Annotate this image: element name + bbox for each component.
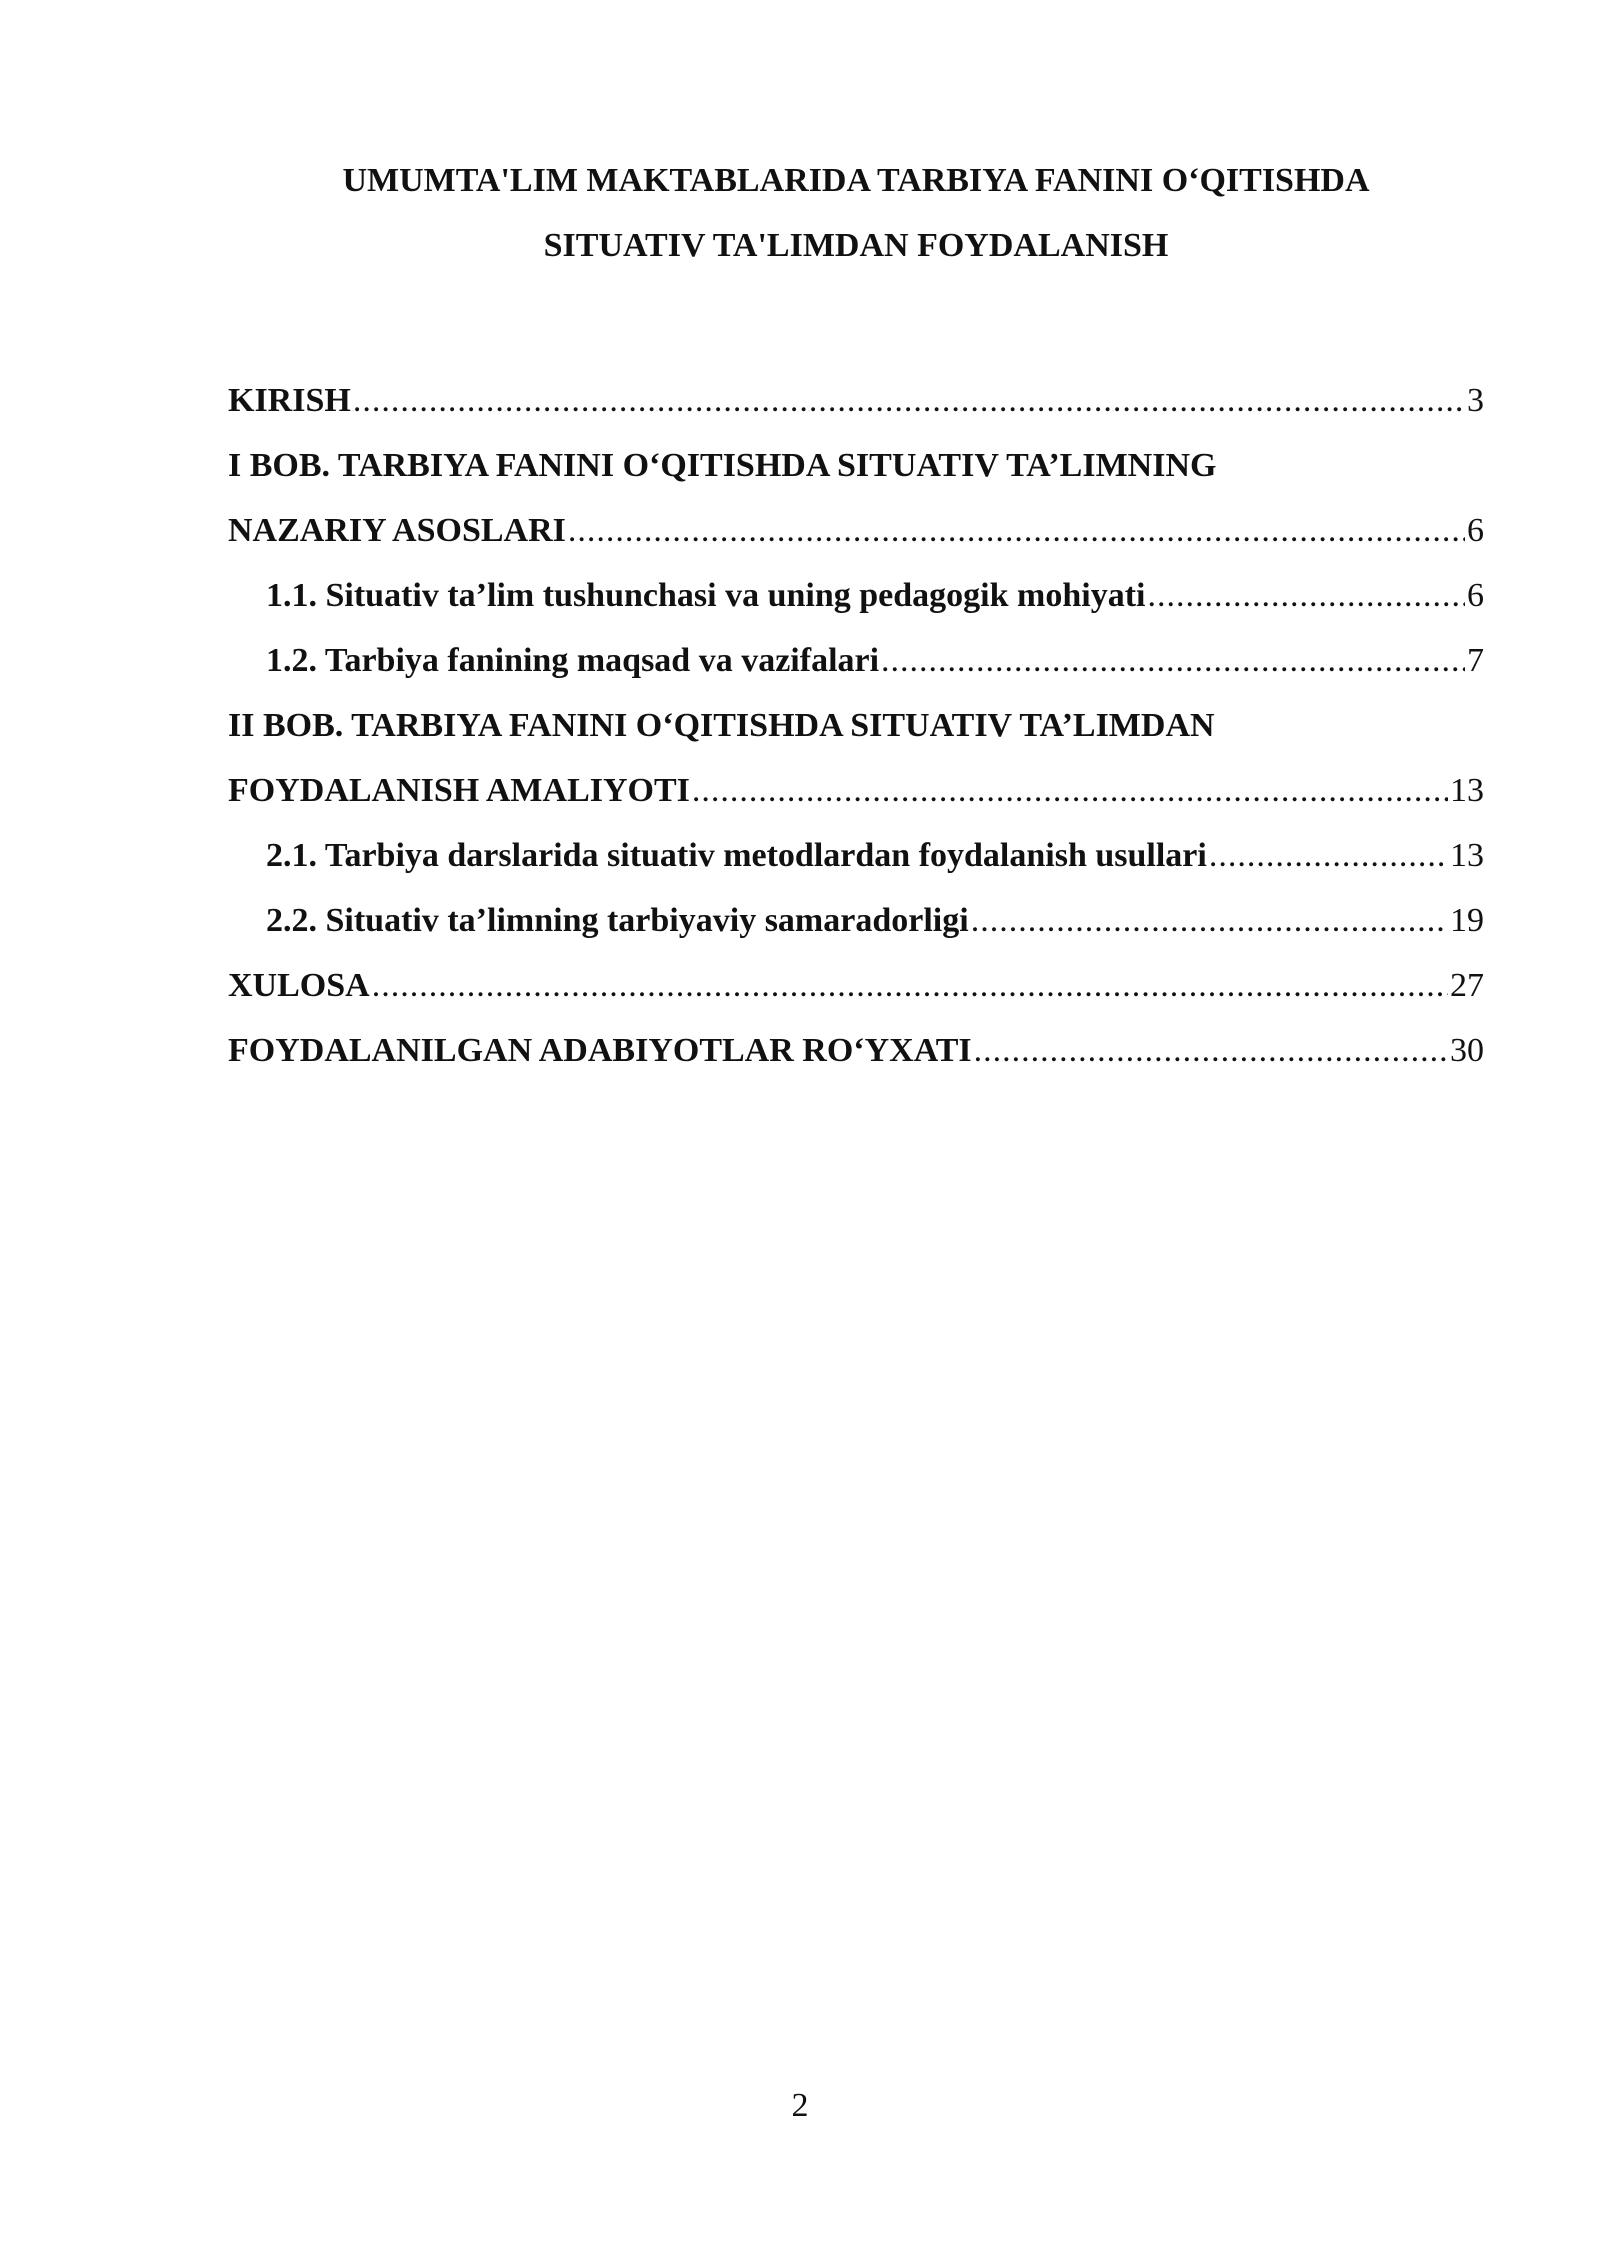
toc-label: NAZARIY ASOSLARI xyxy=(228,512,566,549)
toc-leader-dots xyxy=(568,498,1465,563)
toc-label: XULOSA xyxy=(228,967,370,1004)
toc-entry-section-2-2 xyxy=(228,888,1484,953)
toc-chapter-2-heading: II BOB. TARBIYA FANINI O‘QITISHDA SITUATIV TA’LIMDAN xyxy=(228,707,1215,744)
toc-leader-dots xyxy=(881,628,1465,693)
toc-label: FOYDALANILGAN ADABIYOTLAR RO‘YXATI xyxy=(228,1032,972,1069)
toc-page-number: 27 xyxy=(1450,967,1484,1004)
toc-page-number: 6 xyxy=(1467,512,1484,549)
toc-leader-dots xyxy=(974,1018,1448,1083)
toc-label: 1.2. Tarbiya fanining maqsad va vazifalari xyxy=(266,642,880,679)
toc-label: KIRISH xyxy=(228,382,351,419)
toc-label: 2.1. Tarbiya darslarida situativ metodlardan foydalanish usullari xyxy=(266,837,1207,874)
toc-page-number: 3 xyxy=(1467,382,1484,419)
toc-leader-dots xyxy=(692,758,1448,823)
toc-entry-chapter-2 xyxy=(228,758,1484,823)
toc-page-number: 13 xyxy=(1450,772,1484,809)
toc-entry-xulosa xyxy=(228,953,1484,1018)
toc-label: FOYDALANISH AMALIYOTI xyxy=(228,772,690,809)
toc-entry-chapter-1 xyxy=(228,498,1484,563)
toc-chapter-1-heading: I BOB. TARBIYA FANINI O‘QITISHDA SITUATIV TA’LIMNING xyxy=(228,447,1217,484)
page-number: 2 xyxy=(791,2087,809,2124)
table-of-contents xyxy=(228,368,1484,1083)
toc-page-number: 6 xyxy=(1467,577,1484,614)
toc-leader-dots xyxy=(353,368,1465,433)
toc-leader-dots xyxy=(1209,823,1448,888)
toc-entry-references xyxy=(228,1018,1484,1083)
title-line-1: UMUMTA'LIM MAKTABLARIDA TARBIYA FANINI O‘QITISHDA xyxy=(342,162,1370,199)
toc-leader-dots xyxy=(1147,563,1465,628)
toc-page-number: 13 xyxy=(1450,837,1484,874)
toc-label: 1.1. Situativ ta’lim tushunchasi va uning pedagogik mohiyati xyxy=(266,577,1146,614)
title-line-2: SITUATIV TA'LIMDAN FOYDALANISH xyxy=(543,227,1169,264)
toc-entry-section-2-1 xyxy=(228,823,1484,888)
toc-page-number: 19 xyxy=(1450,902,1484,939)
toc-entry-section-1-2 xyxy=(228,628,1484,693)
toc-leader-dots xyxy=(372,953,1448,1018)
toc-entry-section-1-1 xyxy=(228,563,1484,628)
toc-page-number: 7 xyxy=(1467,642,1484,679)
toc-entry-kirish xyxy=(228,368,1484,433)
toc-label: 2.2. Situativ ta’limning tarbiyaviy samaradorligi xyxy=(266,902,969,939)
toc-page-number: 30 xyxy=(1450,1032,1484,1069)
document-title xyxy=(228,148,1484,278)
toc-leader-dots xyxy=(971,888,1448,953)
